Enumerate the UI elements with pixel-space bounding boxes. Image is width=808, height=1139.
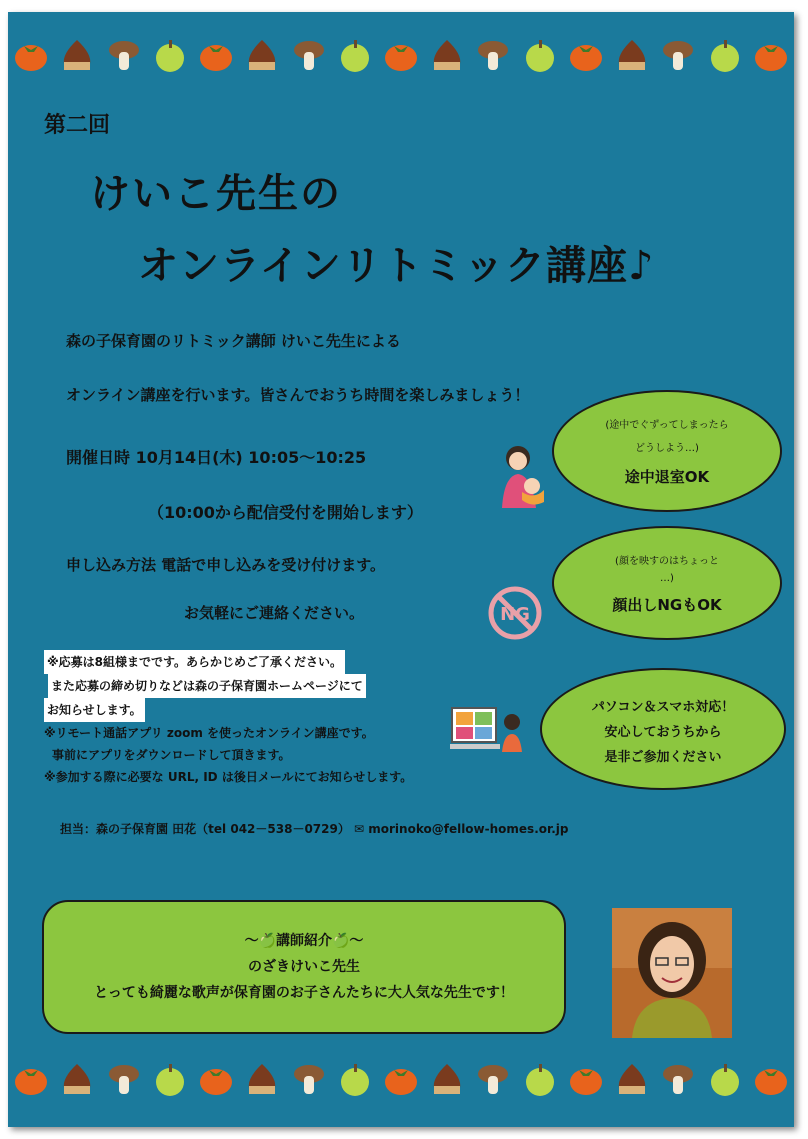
page-title-line2: オンラインリトミック講座♪ bbox=[138, 243, 655, 289]
chestnut-icon bbox=[242, 35, 282, 75]
chestnut-icon bbox=[427, 35, 467, 75]
persimmon-icon bbox=[11, 35, 51, 75]
note-line: お知らせします。 bbox=[44, 698, 145, 722]
pear-icon bbox=[335, 35, 375, 75]
ng-icon bbox=[486, 584, 544, 642]
pear-icon bbox=[520, 1059, 560, 1099]
mushroom-icon bbox=[473, 35, 513, 75]
pear-icon bbox=[520, 35, 560, 75]
teacher-photo bbox=[612, 908, 732, 1038]
application-contact: お気軽にご連絡ください。 bbox=[184, 604, 365, 622]
event-round: 第二回 bbox=[44, 113, 111, 138]
pear-icon bbox=[150, 35, 190, 75]
top-fruit-border bbox=[8, 30, 794, 80]
mushroom-icon bbox=[473, 1059, 513, 1099]
mushroom-icon bbox=[289, 35, 329, 75]
poster bbox=[8, 12, 794, 1127]
bubble-sub: …) bbox=[660, 573, 674, 584]
mushroom-icon bbox=[289, 1059, 329, 1099]
chestnut-icon bbox=[242, 1059, 282, 1099]
speech-bubble-device bbox=[540, 668, 786, 790]
note-line: 事前にアプリをダウンロードして頂きます。 bbox=[52, 748, 291, 762]
online-call-icon bbox=[450, 706, 526, 754]
note-line: また応募の締め切りなどは森の子保育園ホームページにて bbox=[48, 674, 366, 698]
note-line: ※応募は8組様までです。あらかじめご了承ください。 bbox=[44, 650, 345, 674]
schedule-reception: （10:00から配信受付を開始します） bbox=[148, 503, 423, 522]
speech-bubble-leave bbox=[552, 390, 782, 512]
mushroom-icon bbox=[104, 1059, 144, 1099]
persimmon-icon bbox=[566, 35, 606, 75]
pear-icon bbox=[705, 35, 745, 75]
note-line: ※参加する際に必要な URL, ID は後日メールにてお知らせします。 bbox=[44, 770, 413, 784]
mushroom-icon bbox=[104, 35, 144, 75]
chestnut-icon bbox=[612, 35, 652, 75]
bottom-fruit-border bbox=[8, 1054, 794, 1104]
page-title-line1: けいこ先生の bbox=[90, 171, 342, 217]
notes-block bbox=[44, 650, 412, 788]
teacher-name: のざきけいこ先生 bbox=[248, 959, 360, 975]
intro-line2: オンライン講座を行います。皆さんでおうち時間を楽しみましょう！ bbox=[66, 386, 530, 404]
bubble-line: 是非ご参加ください bbox=[604, 750, 722, 765]
persimmon-icon bbox=[751, 35, 791, 75]
schedule-date: 開催日時 10月14日(木) 10:05〜10:25 bbox=[66, 448, 367, 467]
note-line: ※リモート通話アプリ zoom を使ったオンライン講座です。 bbox=[44, 726, 374, 740]
bubble-sub: (顔を映すのはちょっと bbox=[615, 556, 719, 567]
teacher-description: とっても綺麗な歌声が保育園のお子さんたちに大人気な先生です！ bbox=[94, 985, 514, 1001]
persimmon-icon bbox=[196, 1059, 236, 1099]
chestnut-icon bbox=[427, 1059, 467, 1099]
ng-label: NG bbox=[500, 604, 530, 625]
application-method: 申し込み方法 電話で申し込みを受け付けます。 bbox=[66, 556, 386, 574]
bubble-main: 顔出しNGもOK bbox=[612, 596, 722, 614]
mushroom-icon bbox=[658, 1059, 698, 1099]
persimmon-icon bbox=[196, 35, 236, 75]
persimmon-icon bbox=[751, 1059, 791, 1099]
teacher-intro-box bbox=[42, 900, 566, 1034]
intro-line1: 森の子保育園のリトミック講師 けいこ先生による bbox=[66, 332, 401, 350]
persimmon-icon bbox=[381, 1059, 421, 1099]
chestnut-icon bbox=[612, 1059, 652, 1099]
pear-icon bbox=[335, 1059, 375, 1099]
bubble-sub: (途中でぐずってしまったら bbox=[605, 420, 729, 431]
bubble-main: 途中退室OK bbox=[624, 468, 710, 486]
bubble-line: 安心しておうちから bbox=[604, 725, 722, 740]
mother-baby-icon bbox=[494, 440, 550, 510]
bubble-sub: どうしよう…) bbox=[635, 443, 699, 454]
chestnut-icon bbox=[57, 35, 97, 75]
teacher-heading: 〜🍏講師紹介🍏〜 bbox=[244, 933, 364, 949]
bubble-line: パソコン＆スマホ対応！ bbox=[591, 700, 735, 715]
pear-icon bbox=[705, 1059, 745, 1099]
pear-icon bbox=[150, 1059, 190, 1099]
persimmon-icon bbox=[381, 35, 421, 75]
mushroom-icon bbox=[658, 35, 698, 75]
chestnut-icon bbox=[57, 1059, 97, 1099]
speech-bubble-face bbox=[552, 526, 782, 640]
contact-line: 担当：森の子保育園 田花（tel 042－538－0729） ✉ morinoko@fellow-homes.or.jp bbox=[60, 822, 569, 836]
persimmon-icon bbox=[11, 1059, 51, 1099]
persimmon-icon bbox=[566, 1059, 606, 1099]
